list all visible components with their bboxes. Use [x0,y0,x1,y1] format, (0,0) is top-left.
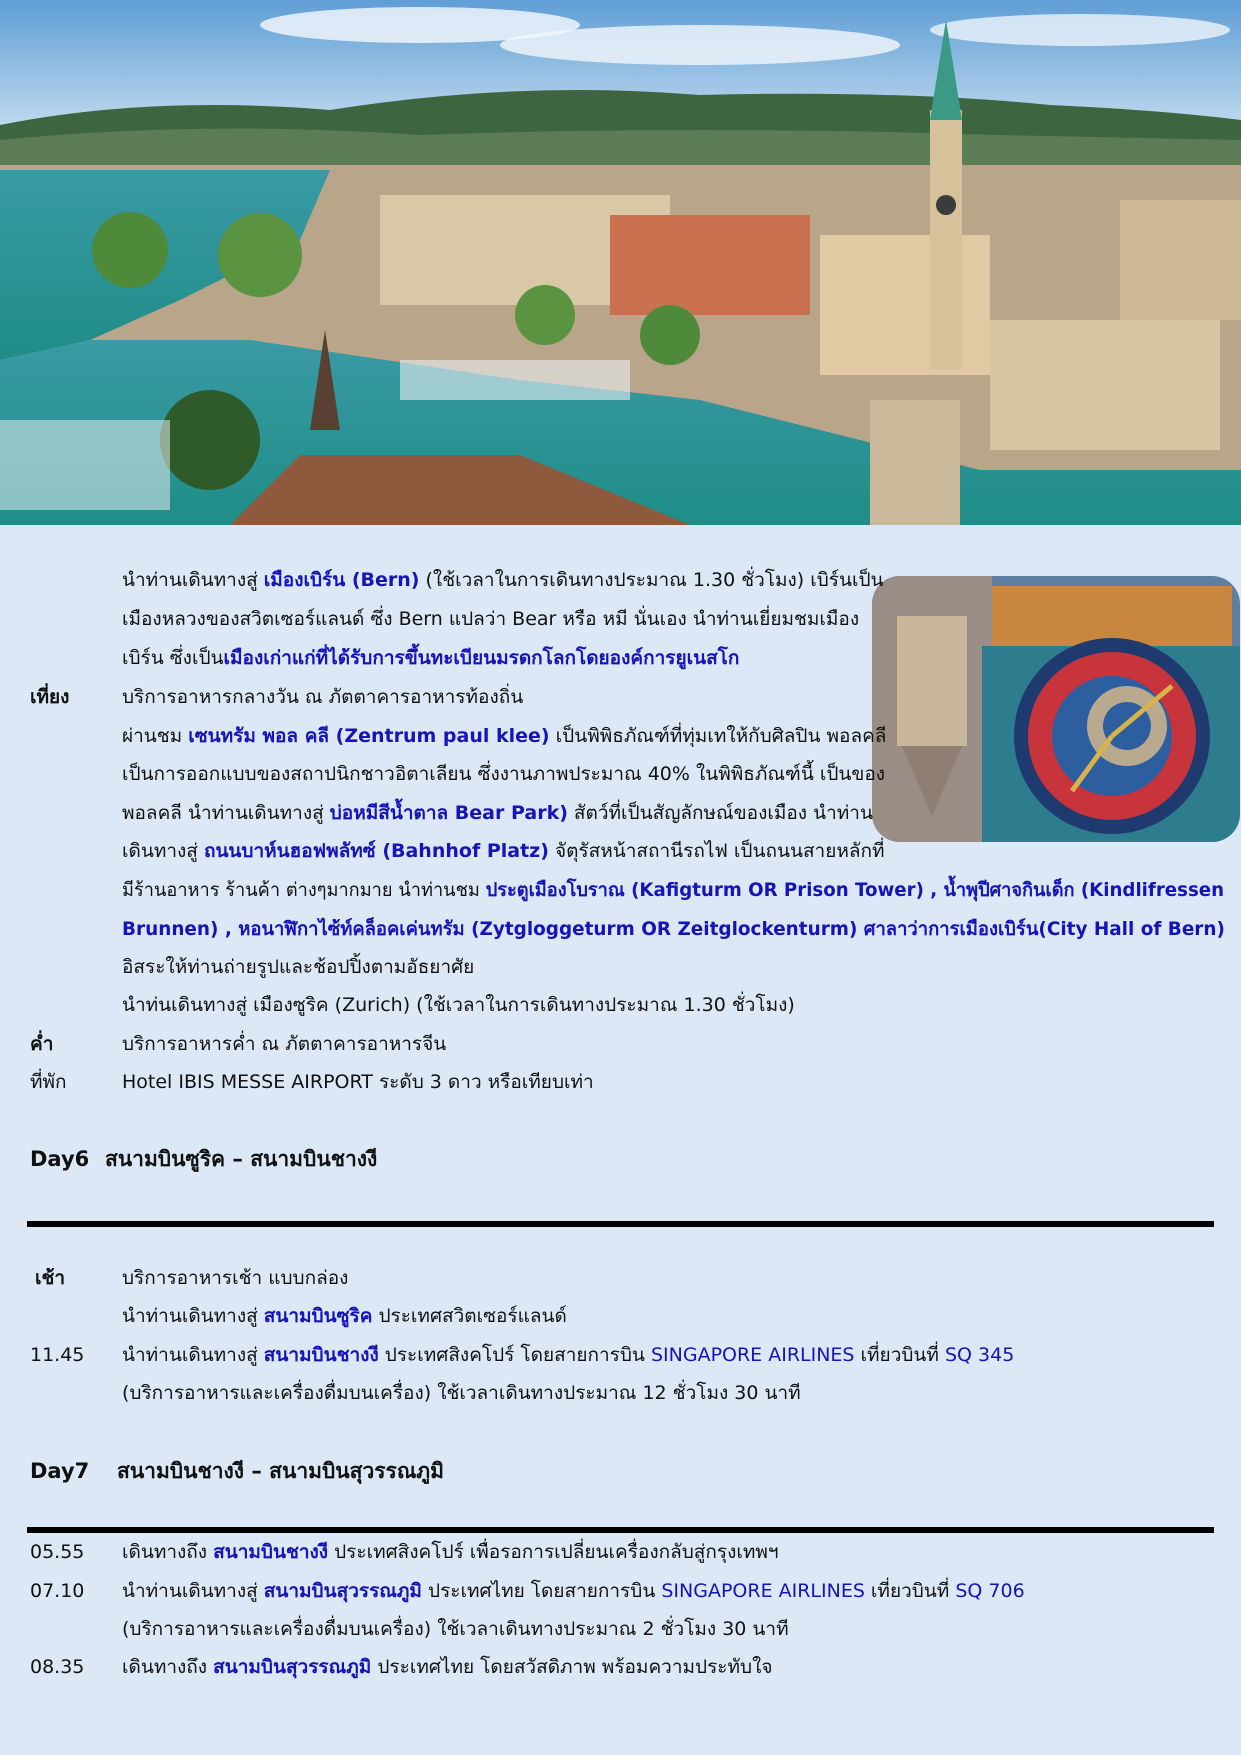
breakfast-label: เช้า [35,1267,66,1289]
day7-inflight-line: (บริการอาหารและเครื่องดื่มบนเครื่อง) ใช้เวลาเดินทางประมาณ 2 ชั่วโมง 30 นาที [122,1618,789,1640]
clock-illustration [872,576,1240,842]
hotel-text: Hotel IBIS MESSE AIRPORT ระดับ 3 ดาว หรือเทียบเท่า [122,1071,594,1093]
hotel-label: ที่พัก [30,1071,67,1093]
day6-flight-time: 11.45 [30,1344,85,1366]
day7-final-time: 08.35 [30,1656,85,1678]
day6-divider [27,1221,1214,1227]
to-zurich-airport-line: นำท่านเดินทางสู่ สนามบินซูริค ประเทศสวิตเซอร์แลนด์ [122,1305,567,1327]
hero-cityscape-photo [0,0,1241,525]
day6-label: Day6 [30,1147,90,1171]
day7-flight-line: นำท่านเดินทางสู่ สนามบินสุวรรณภูมิ ประเทศไทย โดยสายการบิน SINGAPORE AIRLINES เที่ยวบินที่ SQ 706 [122,1580,1025,1602]
day6-inflight-line: (บริการอาหารและเครื่องดื่มบนเครื่อง) ใช้เวลาเดินทางประมาณ 12 ชั่วโมง 30 นาที [122,1382,801,1404]
day7-arrival-line: เดินทางถึง สนามบินชางงี ประเทศสิงคโปร์ เพื่อรอการเปลี่ยนเครื่องกลับสู่กรุงเทพฯ [122,1541,779,1563]
bern-intro-line-3: เบิร์น ซึ่งเป็นเมืองเก่าแก่ที่ได้รับการขึ้นทะเบียนมรดกโลกโดยองค์การยูเนสโก [122,647,740,669]
day6-title: สนามบินซูริค – สนามบินชางงี [105,1147,378,1171]
day7-flight-time: 07.10 [30,1580,85,1602]
bern-intro-line-2: เมืองหลวงของสวิตเซอร์แลนด์ ซึ่ง Bern แปลว่า Bear หรือ หมี นั่นเอง นำท่านเยี่ยมชมเมือง [122,608,860,630]
landmarks-line-1: มีร้านอาหาร ร้านค้า ต่างๆมากมาย นำท่านชม ประตูเมืองโบราณ (Kafigturm OR Prison Tower) , น้ำพุปีศาจกินเด็ก (Kindlifressen [122,879,1225,901]
free-time-line: อิสระให้ท่านถ่ายรูปและช้อปปิ้งตามอัธยาศัย [122,956,475,978]
dinner-text: บริการอาหารค่ำ ณ ภัตตาคารอาหารจีน [122,1033,447,1055]
lunch-text: บริการอาหารกลางวัน ณ ภัตตาคารอาหารท้องถิ่น [122,686,524,708]
dinner-label: ค่ำ [30,1033,54,1055]
day7-arrival-time: 05.55 [30,1541,85,1563]
paul-klee-line-2: เป็นการออกแบบของสถาปนิกชาวอิตาเลียน ซึ่งงานภาพประมาณ 40% ในพิพิธภัณฑ์นี้ เป็นของ [122,763,886,785]
lunch-label: เที่ยง [30,686,70,708]
zurich-cityscape-illustration [0,0,1241,525]
day6-flight-line: นำท่านเดินทางสู่ สนามบินชางงี ประเทศสิงคโปร์ โดยสายการบิน SINGAPORE AIRLINES เที่ยวบินที่ SQ 345 [122,1344,1015,1366]
bear-park-line: พอลคลี นำท่านเดินทางสู่ บ่อหมีสีน้ำตาล Bear Park) สัตว์ที่เป็นสัญลักษณ์ของเมือง นำท่าน [122,802,873,824]
paul-klee-line-1: ผ่านชม เซนทรัม พอล คลี (Zentrum paul klee) เป็นพิพิธภัณฑ์ที่ทุ่มเทให้กับศิลปิน พอลคลี [122,725,887,747]
day7-divider [27,1527,1214,1533]
bahnhof-platz-line: เดินทางสู่ ถนนบาห์นฮอฟพลัทซ์ (Bahnhof Platz) จัตุรัสหน้าสถานีรถไฟ เป็นถนนสายหลักที่ [122,840,885,862]
day7-title: สนามบินชางงี – สนามบินสุวรรณภูมิ [117,1459,444,1483]
astronomical-clock-photo [872,576,1240,842]
landmarks-line-2: Brunnen) , หอนาฬิกาไซ้ท์คล็อคเค่นทรัม (Zytgloggeturm OR Zeitglockenturm) ศาลาว่าการเมืองเบิร์น(City Hall of Bern) [122,918,1225,940]
breakfast-text: บริการอาหารเช้า แบบกล่อง [122,1267,349,1289]
to-zurich-line: นำท่นเดินทางสู่ เมืองซูริค (Zurich) (ใช้เวลาในการเดินทางประมาณ 1.30 ชั่วโมง) [122,994,795,1016]
bern-intro-line-1: นำท่านเดินทางสู่ เมืองเบิร์น (Bern) (ใช้เวลาในการเดินทางประมาณ 1.30 ชั่วโมง) เบิร์นเป็น [122,569,884,591]
day7-label: Day7 [30,1459,90,1483]
day7-final-line: เดินทางถึง สนามบินสุวรรณภูมิ ประเทศไทย โดยสวัสดิภาพ พร้อมความประทับใจ [122,1656,773,1678]
